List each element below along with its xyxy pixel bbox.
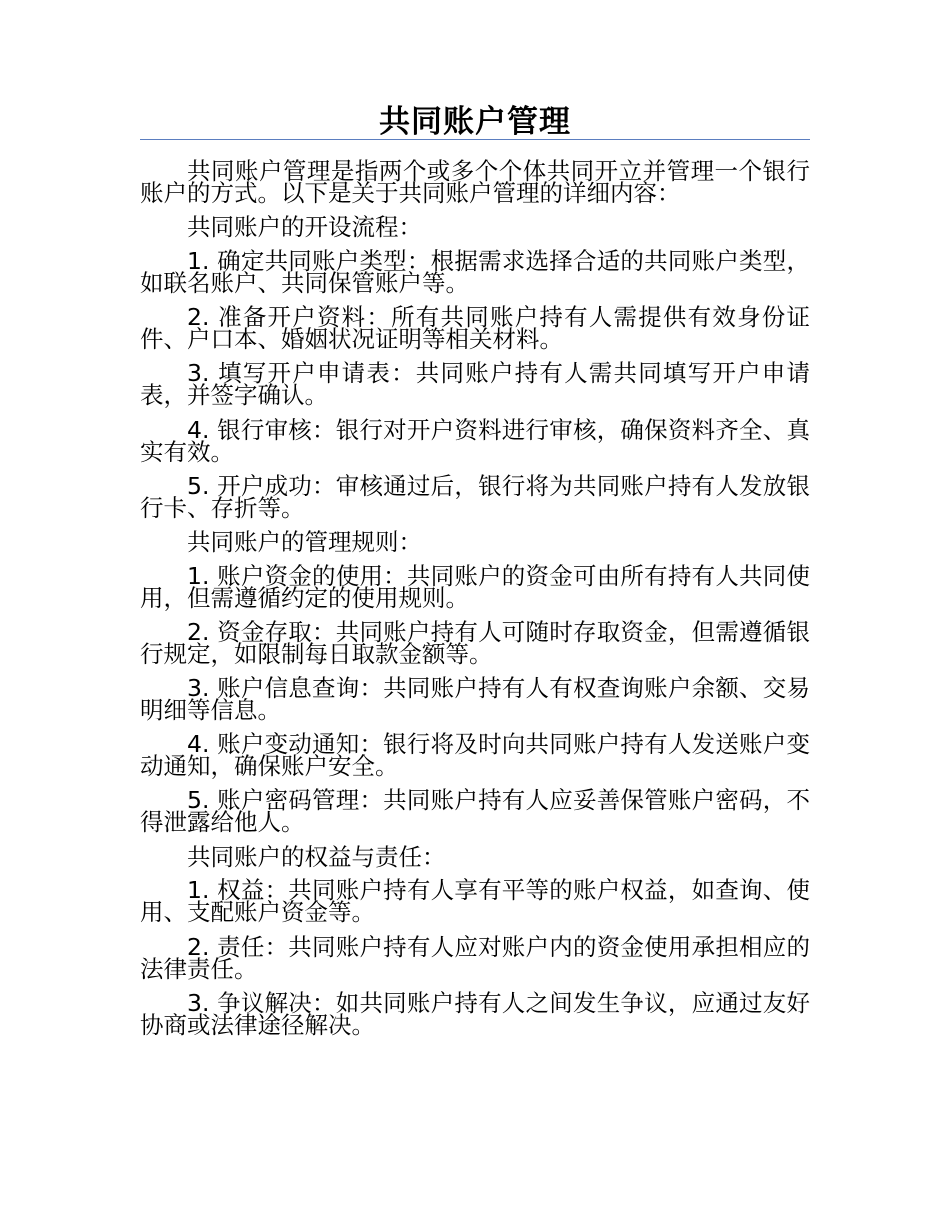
list-item: 1. 确定共同账户类型：根据需求选择合适的共同账户类型，如联名账户、共同保管账户等。 (140, 246, 810, 297)
list-item: 3. 账户信息查询：共同账户持有人有权查询账户余额、交易明细等信息。 (140, 674, 810, 725)
list-item: 4. 账户变动通知：银行将及时向共同账户持有人发送账户变动通知，确保账户安全。 (140, 730, 810, 781)
document-body (140, 157, 810, 1048)
section-heading-management-rules: 共同账户的管理规则： (187, 527, 422, 556)
list-item: 2. 准备开户资料：所有共同账户持有人需提供有效身份证件、户口本、婚姻状况证明等相关材料。 (140, 303, 810, 354)
list-item: 1. 权益：共同账户持有人享有平等的账户权益，如查询、使用、支配账户资金等。 (140, 876, 810, 927)
list-item: 3. 填写开户申请表：共同账户持有人需共同填写开户申请表，并签字确认。 (140, 359, 810, 410)
list-item: 2. 资金存取：共同账户持有人可随时存取资金，但需遵循银行规定，如限制每日取款金额等。 (140, 617, 810, 668)
title-underline (140, 139, 810, 140)
list-item: 1. 账户资金的使用：共同账户的资金可由所有持有人共同使用，但需遵循约定的使用规则。 (140, 561, 810, 612)
document-title: 共同账户管理 (379, 104, 571, 140)
list-item: 3. 争议解决：如共同账户持有人之间发生争议，应通过友好协商或法律途径解决。 (140, 988, 810, 1039)
list-item: 4. 银行审核：银行对开户资料进行审核，确保资料齐全、真实有效。 (140, 415, 810, 466)
list-item: 2. 责任：共同账户持有人应对账户内的资金使用承担相应的法律责任。 (140, 932, 810, 983)
section-heading-opening-process: 共同账户的开设流程： (187, 213, 422, 242)
list-item: 5. 账户密码管理：共同账户持有人应妥善保管账户密码，不得泄露给他人。 (140, 786, 810, 837)
section-heading-rights-responsibilities: 共同账户的权益与责任： (187, 842, 446, 871)
intro-paragraph: 共同账户管理是指两个或多个个体共同开立并管理一个银行账户的方式。以下是关于共同账户管理的详细内容： (140, 157, 810, 207)
list-item: 5. 开户成功：审核通过后，银行将为共同账户持有人发放银行卡、存折等。 (140, 471, 810, 522)
